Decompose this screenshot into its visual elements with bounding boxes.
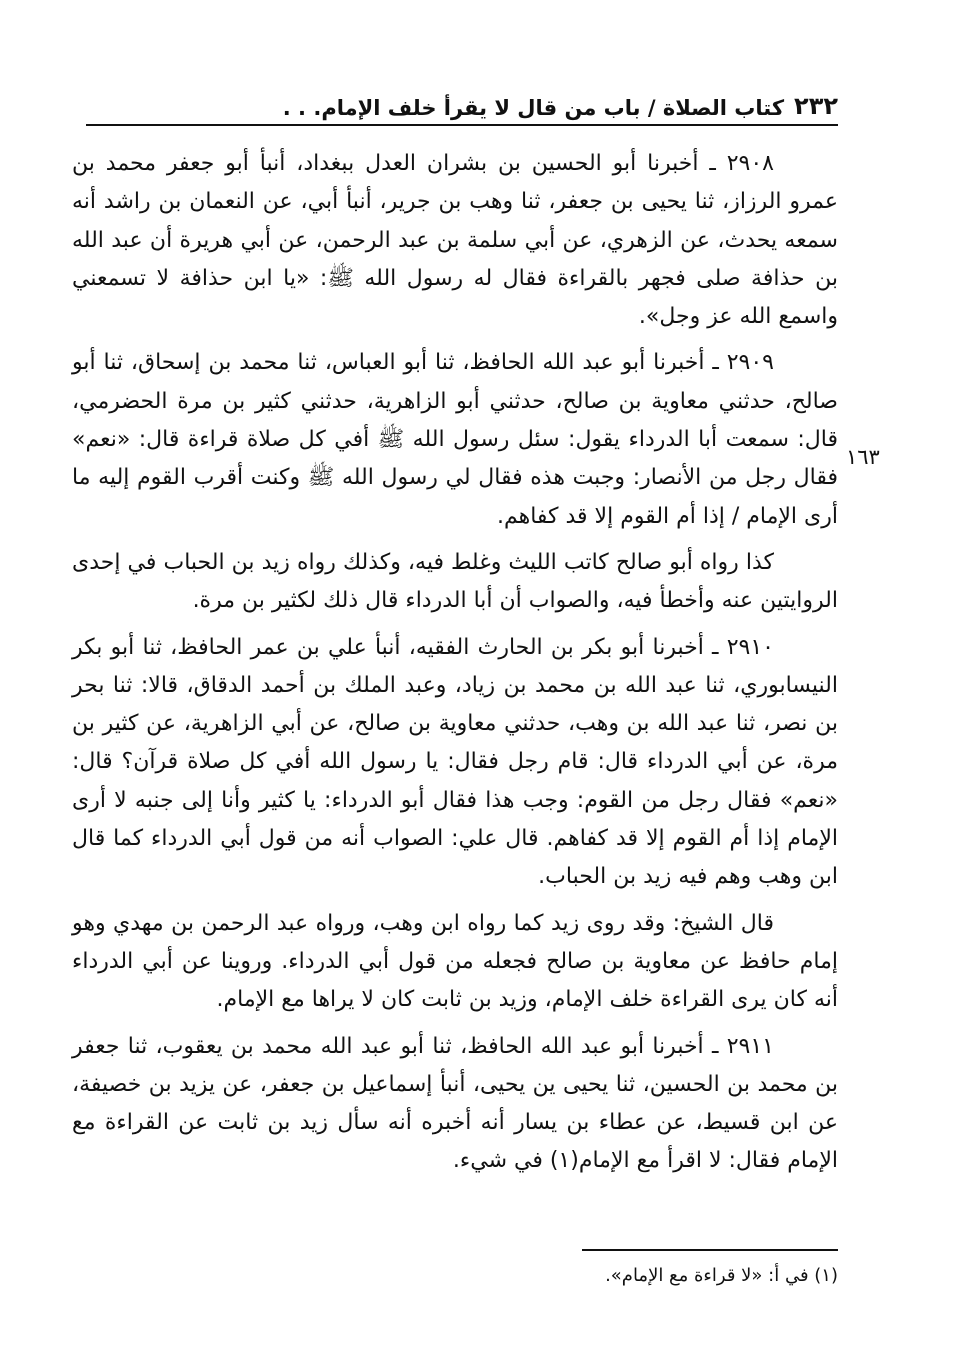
margin-page-reference: ١٦٣ <box>846 445 880 469</box>
hadith-2909: ٢٩٠٩ ـ أخبرنا أبو عبد الله الحافظ، ثنا أبو العباس، ثنا محمد بن إسحاق، ثنا أبو صالح، حدثني معاوية بن صالح، حدثني أبو الزاهرية، حدثني كثير بن مرة الحضرمي، قال: سمعت أبا الدرداء يقول: سئل رسول الله ﷺ أفي كل صلاة قراءة قال: «نعم» فقال رجل من الأنصار: وجبت هذه فقال لي رسول الله ﷺ وكنت أقرب القوم إليه ما أرى الإمام / إذا أم القوم إلا قد كفاهم. <box>72 350 838 529</box>
hadith-2911: ٢٩١١ ـ أخبرنا أبو عبد الله الحافظ، ثنا أبو عبد الله محمد بن يعقوب، ثنا جعفر بن محمد بن الحسين، ثنا يحيى ين يحيى، أنبأ إسماعيل بن جعفر، عن يزيد بن خصيفة، عن ابن قسيط، عن عطاء بن يسار أنه أخبره أنه سأل زيد بن ثابت عن القراءة مع الإمام فقال: لا اقرأ مع الإمام(١) في شيء. <box>72 1033 838 1174</box>
hadith-2908: ٢٩٠٨ ـ أخبرنا أبو الحسين بن بشران العدل ببغداد، أنبأ أبو جعفر محمد بن عمرو الرزاز، ثنا يحيى بن جعفر، ثنا وهب بن جرير، أنبأ أبي، عن النعمان بن راشد أنه سمعه يحدث، عن الزهري، عن أبي سلمة بن عبد الرحمن، عن أبي هريرة أن عبد الله بن حذافة صلى فجهر بالقراءة فقال له رسول الله ﷺ: «يا ابن حذافة لا تسمعني واسمع الله عز وجل». <box>72 151 838 330</box>
page-body <box>72 145 838 1189</box>
page-number: ٢٣٢ <box>794 92 838 120</box>
hadith-2910: ٢٩١٠ ـ أخبرنا أبو بكر بن الحارث الفقيه، أنبأ علي بن عمر الحافظ، ثنا أبو بكر النيسابوري، ثنا عبد الله بن محمد بن زياد، وعبد الملك بن أحمد الدقاق، قالا: ثنا بحر بن نصر، ثنا عبد الله بن وهب، حدثني معاوية بن صالح، عن أبي الزاهرية، عن كثير بن مرة، عن أبي الدرداء قال: قام رجل فقال: يا رسول الله أفي كل صلاة قرآن؟ قال: «نعم» فقال رجل من القوم: وجب هذا فقال أبو الدرداء: يا كثير وأنا إلى جنبه لا أرى الإمام إذا أم القوم إلا قد كفاهم. قال علي: الصواب أنه من قول أبي الدرداء كما قال ابن وهب وهم فيه زيد بن الحباب. <box>72 634 838 890</box>
footnote-rule <box>582 1249 838 1251</box>
commentary-paragraph: كذا رواه أبو صالح كاتب الليث وغلط فيه، وكذلك رواه زيد بن الحباب في إحدى الروايتين عنه وأخطأ فيه، والصواب أن أبا الدرداء قال ذلك لكثير بن مرة. <box>72 549 838 614</box>
page-header <box>86 86 838 126</box>
sheikh-commentary: قال الشيخ: وقد روى زيد كما رواه ابن وهب، ورواه عبد الرحمن بن مهدي وهو إمام حافظ عن معاوية بن صالح فجعله من قول أبي الدرداء. وروينا عن أبي الدرداء أنه كان يرى القراءة خلف الإمام، وزيد بن ثابت كان لا يراها مع الإمام. <box>72 910 838 1013</box>
footnote: (١) في أ: «لا قراءة مع الإمام». <box>605 1265 838 1286</box>
running-title: كتاب الصلاة / باب من قال لا يقرأ خلف الإمام. . . <box>282 96 785 120</box>
header-rule <box>86 124 838 126</box>
